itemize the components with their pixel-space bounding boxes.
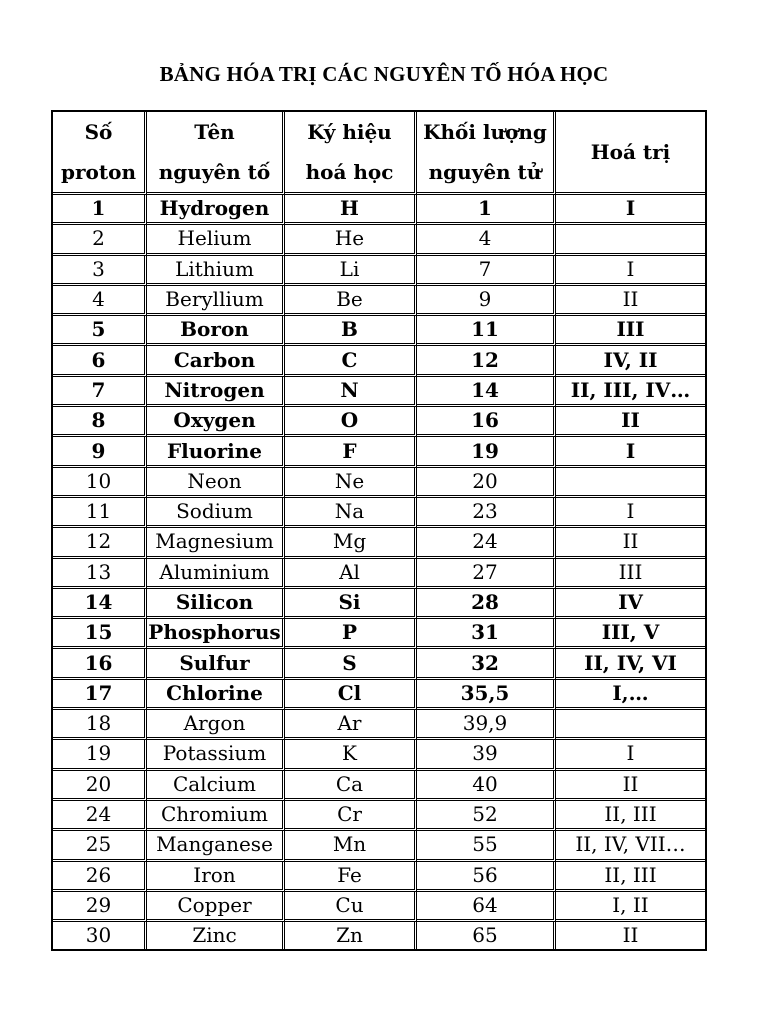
cell-mass: 55 <box>417 831 556 861</box>
cell-valence: II, III, IV… <box>556 377 705 407</box>
table-row <box>53 437 705 467</box>
cell-name: Argon <box>147 710 285 740</box>
cell-proton: 24 <box>53 801 147 831</box>
cell-proton: 20 <box>53 771 147 801</box>
cell-mass: 20 <box>417 468 556 498</box>
cell-proton: 10 <box>53 468 147 498</box>
cell-symbol: Mg <box>285 528 417 558</box>
cell-symbol: Be <box>285 286 417 316</box>
cell-mass: 40 <box>417 771 556 801</box>
cell-valence: I <box>556 437 705 467</box>
cell-symbol: O <box>285 407 417 437</box>
cell-symbol: Zn <box>285 922 417 949</box>
cell-symbol: Ar <box>285 710 417 740</box>
cell-proton: 17 <box>53 680 147 710</box>
header-proton-line-2: proton <box>61 160 136 184</box>
cell-mass: 12 <box>417 346 556 376</box>
cell-valence: IV <box>556 589 705 619</box>
cell-valence: II <box>556 407 705 437</box>
cell-valence: I <box>556 498 705 528</box>
header-valence-line-1: Hoá trị <box>590 140 671 164</box>
cell-mass: 56 <box>417 862 556 892</box>
cell-name: Carbon <box>147 346 285 376</box>
cell-proton: 18 <box>53 710 147 740</box>
header-proton-line-1: Số <box>84 120 113 144</box>
cell-valence: II, III <box>556 862 705 892</box>
cell-proton: 4 <box>53 286 147 316</box>
cell-proton: 30 <box>53 922 147 949</box>
cell-mass: 39,9 <box>417 710 556 740</box>
cell-name: Hydrogen <box>147 195 285 225</box>
cell-valence: III <box>556 316 705 346</box>
cell-name: Potassium <box>147 740 285 770</box>
cell-name: Helium <box>147 225 285 255</box>
valence-table-container <box>51 110 703 951</box>
cell-mass: 24 <box>417 528 556 558</box>
table-row <box>53 559 705 589</box>
cell-name: Sodium <box>147 498 285 528</box>
cell-name: Iron <box>147 862 285 892</box>
table-row <box>53 528 705 558</box>
table-row <box>53 256 705 286</box>
cell-proton: 2 <box>53 225 147 255</box>
cell-symbol: C <box>285 346 417 376</box>
cell-valence: II <box>622 923 639 948</box>
cell-symbol: Fe <box>285 862 417 892</box>
cell-symbol: P <box>285 619 417 649</box>
cell-mass: 23 <box>417 498 556 528</box>
cell-valence <box>556 225 705 255</box>
cell-valence: III <box>556 559 705 589</box>
cell-valence: I <box>556 256 705 286</box>
header-valence <box>556 112 705 195</box>
cell-mass: 64 <box>417 892 556 922</box>
cell-proton: 16 <box>53 649 147 679</box>
header-name-line-2: nguyên tố <box>158 160 271 184</box>
header-mass <box>417 112 556 195</box>
cell-valence: I, II <box>556 892 705 922</box>
cell-valence: III, V <box>556 619 705 649</box>
cell-proton: 14 <box>53 589 147 619</box>
cell-proton: 9 <box>53 437 147 467</box>
cell-mass: 7 <box>417 256 556 286</box>
cell-name: Aluminium <box>147 559 285 589</box>
table-row <box>53 922 705 949</box>
cell-name: Silicon <box>147 589 285 619</box>
cell-proton: 6 <box>53 346 147 376</box>
table-row <box>53 346 705 376</box>
cell-proton: 15 <box>53 619 147 649</box>
cell-name: Magnesium <box>147 528 285 558</box>
table-row <box>53 377 705 407</box>
table-row <box>53 316 705 346</box>
cell-mass: 32 <box>417 649 556 679</box>
cell-mass: 9 <box>417 286 556 316</box>
cell-valence: II, IV, VI <box>556 649 705 679</box>
table-row <box>53 801 705 831</box>
cell-mass: 11 <box>417 316 556 346</box>
header-symbol-line-2: hoá học <box>305 160 394 184</box>
table-row <box>53 589 705 619</box>
cell-mass: 28 <box>417 589 556 619</box>
cell-name: Neon <box>147 468 285 498</box>
header-row <box>53 112 705 195</box>
header-symbol <box>285 112 417 195</box>
cell-proton: 12 <box>53 528 147 558</box>
cell-mass: 16 <box>417 407 556 437</box>
cell-valence: I <box>556 195 705 225</box>
header-name-line-1: Tên <box>194 120 235 144</box>
table-row <box>53 619 705 649</box>
cell-name: Calcium <box>147 771 285 801</box>
table-row <box>53 771 705 801</box>
cell-valence <box>556 468 705 498</box>
cell-name: Fluorine <box>147 437 285 467</box>
cell-symbol: B <box>285 316 417 346</box>
cell-symbol: H <box>285 195 417 225</box>
cell-proton: 8 <box>53 407 147 437</box>
cell-valence: II <box>556 286 705 316</box>
header-mass-line-2: nguyên tử <box>428 160 542 184</box>
cell-proton: 5 <box>53 316 147 346</box>
cell-mass: 65 <box>417 922 556 949</box>
cell-symbol: N <box>285 377 417 407</box>
cell-proton: 7 <box>53 377 147 407</box>
cell-mass: 4 <box>417 225 556 255</box>
cell-name: Chromium <box>147 801 285 831</box>
cell-name: Nitrogen <box>147 377 285 407</box>
cell-symbol: Al <box>285 559 417 589</box>
cell-symbol: He <box>285 225 417 255</box>
cell-proton: 25 <box>53 831 147 861</box>
table-row <box>53 225 705 255</box>
page-title: BẢNG HÓA TRỊ CÁC NGUYÊN TỐ HÓA HỌC <box>159 62 609 86</box>
cell-name: Copper <box>147 892 285 922</box>
cell-name: Beryllium <box>147 286 285 316</box>
header-proton <box>53 112 147 195</box>
table-row <box>53 831 705 861</box>
cell-symbol: Si <box>285 589 417 619</box>
cell-symbol: F <box>285 437 417 467</box>
cell-mass: 35,5 <box>417 680 556 710</box>
table-row <box>53 468 705 498</box>
table-row <box>53 862 705 892</box>
cell-proton: 29 <box>53 892 147 922</box>
cell-valence: II, III <box>556 801 705 831</box>
header-symbol-line-1: Ký hiệu <box>307 120 392 144</box>
cell-mass: 39 <box>417 740 556 770</box>
table-row <box>53 740 705 770</box>
cell-mass: 27 <box>417 559 556 589</box>
cell-symbol: Ne <box>285 468 417 498</box>
table-row <box>53 710 705 740</box>
cell-proton: 1 <box>53 195 147 225</box>
cell-symbol: Ca <box>285 771 417 801</box>
cell-symbol: S <box>285 649 417 679</box>
cell-symbol: Cl <box>285 680 417 710</box>
cell-proton: 26 <box>53 862 147 892</box>
cell-name: Phosphorus <box>147 619 285 649</box>
table-row <box>53 286 705 316</box>
cell-mass: 31 <box>417 619 556 649</box>
cell-valence: IV, II <box>556 346 705 376</box>
cell-mass: 1 <box>417 195 556 225</box>
cell-valence: II <box>556 771 705 801</box>
cell-proton: 19 <box>53 740 147 770</box>
cell-name: Lithium <box>147 256 285 286</box>
cell-name: Sulfur <box>147 649 285 679</box>
valence-table <box>51 110 707 951</box>
cell-valence: I,… <box>556 680 705 710</box>
table-row <box>53 649 705 679</box>
cell-symbol: Cu <box>285 892 417 922</box>
cell-name: Oxygen <box>147 407 285 437</box>
cell-name: Chlorine <box>147 680 285 710</box>
cell-valence: I <box>556 740 705 770</box>
cell-name: Boron <box>147 316 285 346</box>
cell-proton: 11 <box>53 498 147 528</box>
header-mass-line-1: Khối lượng <box>423 120 547 144</box>
header-name <box>147 112 285 195</box>
cell-proton: 13 <box>53 559 147 589</box>
cell-name: Manganese <box>147 831 285 861</box>
table-body <box>53 195 705 949</box>
cell-valence: II, IV, VII… <box>556 831 705 861</box>
cell-proton: 3 <box>53 256 147 286</box>
cell-valence <box>556 710 705 740</box>
cell-mass: 14 <box>417 377 556 407</box>
cell-symbol: K <box>285 740 417 770</box>
table-header <box>53 112 705 195</box>
cell-symbol: Na <box>285 498 417 528</box>
cell-name: Zinc <box>147 922 285 949</box>
cell-symbol: Mn <box>285 831 417 861</box>
table-row <box>53 195 705 225</box>
table-row <box>53 498 705 528</box>
cell-valence: II <box>556 528 705 558</box>
cell-symbol: Cr <box>285 801 417 831</box>
cell-symbol: Li <box>285 256 417 286</box>
table-row <box>53 892 705 922</box>
table-row <box>53 680 705 710</box>
table-row <box>53 407 705 437</box>
cell-mass: 19 <box>417 437 556 467</box>
cell-mass: 52 <box>417 801 556 831</box>
